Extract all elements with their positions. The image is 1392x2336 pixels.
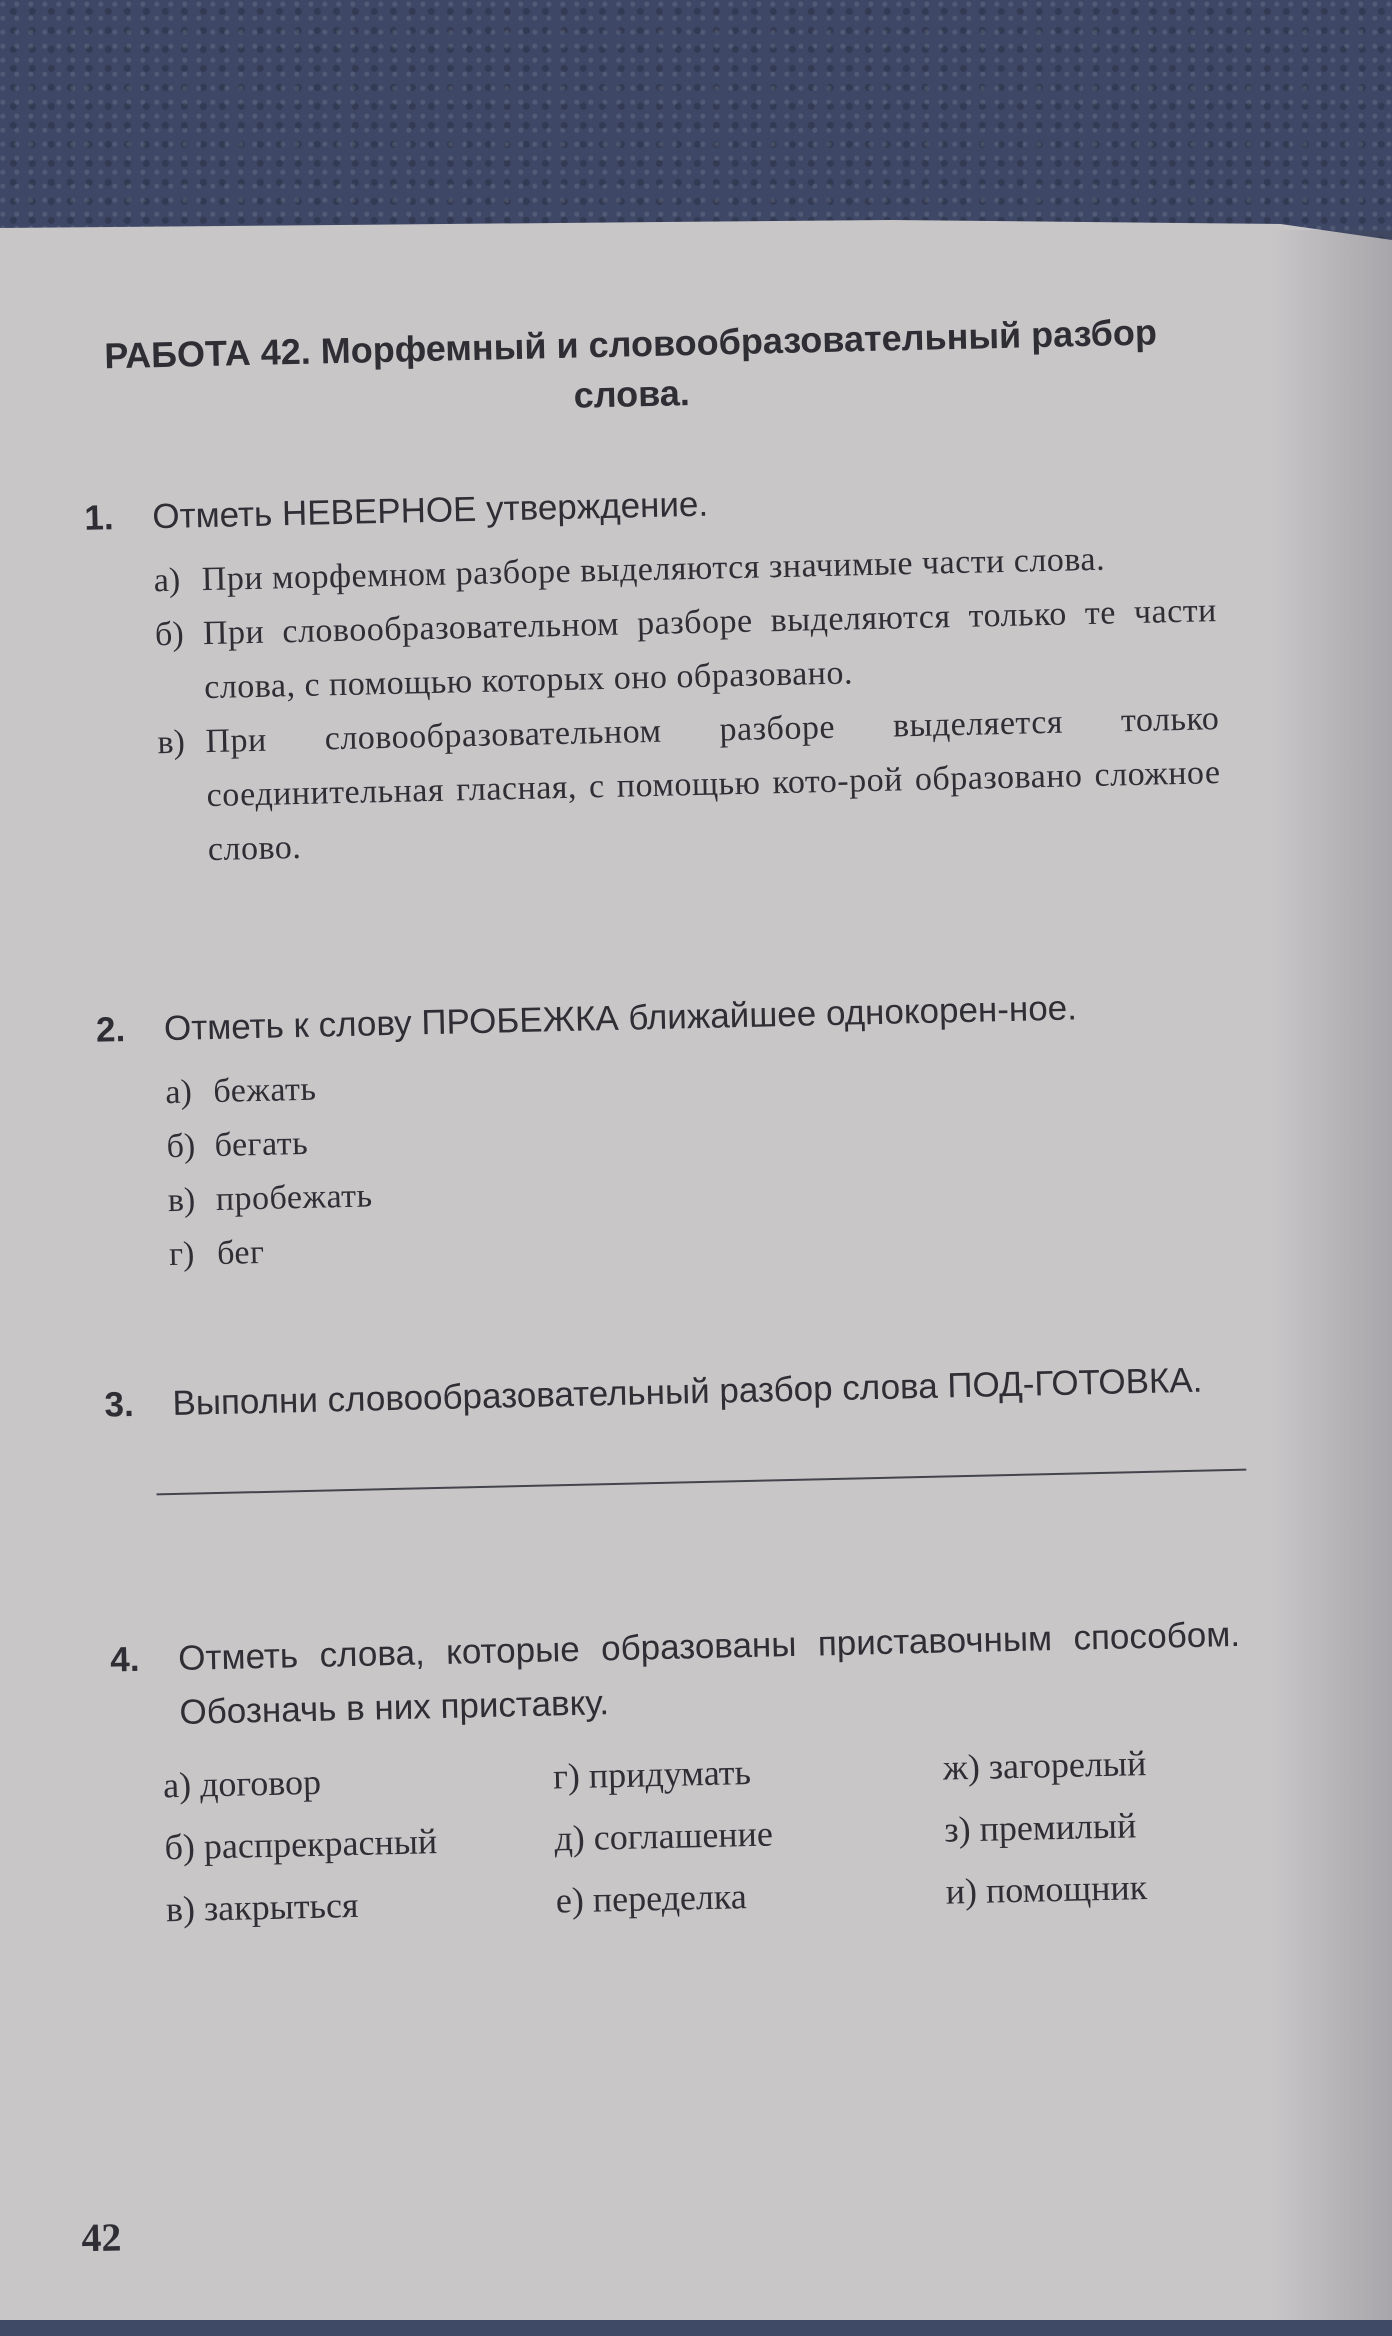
answer-line[interactable] xyxy=(157,1469,1247,1496)
option-text: При словообразовательном разборе выделяются только те части слова, с помощью которых оно образовано. xyxy=(202,592,1218,707)
word-options-grid xyxy=(162,1730,1246,1940)
option-text: бежать xyxy=(212,1070,317,1111)
answer-option[interactable] xyxy=(942,1730,1243,1799)
task-question: Отметь НЕВЕРНОЕ утверждение. xyxy=(151,484,709,537)
option-letter: г) xyxy=(552,1755,581,1797)
option-letter: г) xyxy=(168,1235,195,1274)
task-number: 2. xyxy=(95,1010,126,1050)
page-title: РАБОТА 42. Морфемный и словообразовательный разбор слова. xyxy=(103,311,1158,416)
option-letter: и) xyxy=(945,1870,978,1912)
page-number: 42 xyxy=(80,2214,122,2261)
answer-option[interactable] xyxy=(157,692,1222,878)
task-number: 4. xyxy=(109,1639,140,1680)
option-text: договор xyxy=(199,1761,322,1805)
option-text: премилый xyxy=(979,1805,1137,1849)
option-letter: д) xyxy=(553,1817,586,1859)
option-letter: ж) xyxy=(942,1746,981,1788)
answer-option[interactable] xyxy=(945,1854,1246,1923)
option-text: соглашение xyxy=(593,1813,774,1858)
option-letter: б) xyxy=(154,615,185,654)
option-letter: б) xyxy=(166,1127,196,1166)
task-number: 3. xyxy=(104,1384,135,1425)
option-text: бег xyxy=(216,1233,265,1272)
option-text: пробежать xyxy=(215,1177,373,1218)
answer-option[interactable] xyxy=(162,1745,553,1816)
option-letter: а) xyxy=(165,1073,193,1112)
answer-option[interactable] xyxy=(555,1861,946,1932)
task-2 xyxy=(95,978,1231,1284)
task-question: Отметь слова, которые образованы приставочным способом. Обозначь в них приставку. xyxy=(177,1614,1241,1732)
option-text: загорелый xyxy=(988,1743,1147,1787)
option-text: распрекрасный xyxy=(203,1821,438,1867)
task-3 xyxy=(104,1353,1236,1497)
answer-option[interactable] xyxy=(552,1737,943,1808)
answer-option[interactable] xyxy=(165,1869,556,1940)
answer-option[interactable] xyxy=(944,1792,1245,1861)
option-text: придумать xyxy=(588,1751,752,1796)
option-text: При морфемном разборе выделяются значимые части слова. xyxy=(201,540,1106,599)
option-letter: в) xyxy=(167,1181,196,1220)
answer-option[interactable] xyxy=(554,1799,945,1870)
option-letter: в) xyxy=(157,723,186,762)
option-letter: в) xyxy=(165,1888,196,1930)
option-letter: а) xyxy=(162,1764,192,1806)
task-4 xyxy=(110,1608,1247,1942)
option-text: помощник xyxy=(985,1867,1148,1911)
task-number: 1. xyxy=(83,498,115,538)
option-text: закрыться xyxy=(203,1884,359,1929)
option-text: При словообразовательном разборе выделяется только соединительная гласная, с помощью кото-рой образовано сложное слово. xyxy=(205,700,1221,869)
option-text: бегать xyxy=(214,1124,309,1164)
answer-option[interactable] xyxy=(164,1807,555,1878)
task-1 xyxy=(84,466,1223,880)
task-question: Отметь к слову ПРОБЕЖКА ближайшее однокорен-ное. xyxy=(163,988,1078,1049)
option-text: переделка xyxy=(592,1876,748,1920)
option-letter: б) xyxy=(164,1826,196,1868)
option-letter: е) xyxy=(555,1879,585,1921)
option-letter: а) xyxy=(153,561,181,600)
option-letter: з) xyxy=(943,1809,972,1850)
task-question: Выполни словообразовательный разбор слова ПОД-ГОТОВКА. xyxy=(172,1360,1203,1424)
